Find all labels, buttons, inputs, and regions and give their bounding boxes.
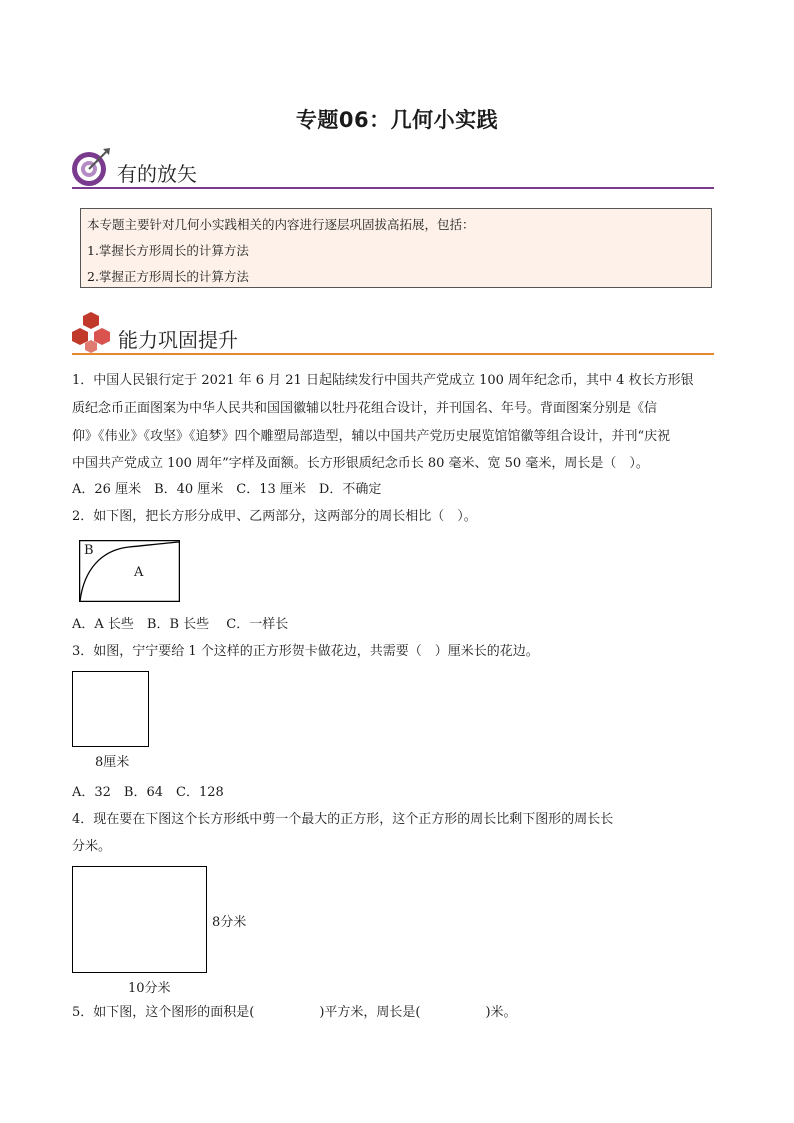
q3-square-figure bbox=[72, 671, 149, 747]
section-divider bbox=[72, 353, 714, 355]
question-4-line: 分米。 bbox=[72, 839, 112, 854]
intro-item: 2.掌握正方形周长的计算方法 bbox=[87, 269, 249, 284]
q4-rectangle-figure bbox=[72, 866, 207, 973]
q3-side-label: 8厘米 bbox=[95, 755, 130, 770]
question-4-line: 4．现在要在下图这个长方形纸中剪一个最大的正方形，这个正方形的周长比剩下图形的周长长 bbox=[72, 812, 614, 827]
intro-item: 1.掌握长方形周长的计算方法 bbox=[87, 243, 249, 258]
q4-height-label: 8分米 bbox=[212, 915, 247, 930]
target-icon bbox=[70, 146, 112, 188]
hexagon-molecule-icon bbox=[68, 310, 114, 356]
intro-lead: 本专题主要针对几何小实践相关的内容进行逐层巩固拔高拓展，包括： bbox=[87, 217, 475, 232]
question-1-line: 中国共产党成立 100 周年”字样及面额。长方形银质纪念币长 80 毫米、宽 50 毫米，周长是（ ）。 bbox=[72, 456, 649, 471]
q4-width-label: 10分米 bbox=[128, 981, 171, 996]
question-1-line: 质纪念币正面图案为中华人民共和国国徽辅以牡丹花组合设计，并刊国名、年号。背面图案分别是《信 bbox=[72, 401, 658, 416]
page-title: 专题06：几何小实践 bbox=[295, 108, 499, 132]
q2-rectangle-figure bbox=[79, 540, 180, 602]
question-3-options: A．32 B．64 C．128 bbox=[72, 785, 224, 800]
question-3-text: 3．如图，宁宁要给 1 个这样的正方形贺卡做花边，共需要（ ）厘米长的花边。 bbox=[72, 644, 539, 659]
intro-box bbox=[80, 208, 712, 288]
question-1-line: 仰》《伟业》《攻坚》《追梦》四个雕塑局部造型，辅以中国共产党历史展览馆馆徽等组合设计，并刊“庆祝 bbox=[72, 429, 671, 444]
question-5-text: 5．如下图，这个图形的面积是( )平方米，周长是( )米。 bbox=[72, 1005, 517, 1020]
question-2-options: A．A 长些 B．B 长些 C．一样长 bbox=[72, 617, 289, 632]
question-1-options: A．26 厘米 B．40 厘米 C．13 厘米 D．不确定 bbox=[72, 482, 382, 497]
section-divider bbox=[72, 187, 714, 189]
figure-label-b: B bbox=[84, 543, 94, 558]
section-title-goals: 有的放矢 bbox=[117, 162, 197, 186]
figure-label-a: A bbox=[134, 565, 144, 580]
question-1-line: 1．中国人民银行定于 2021 年 6 月 21 日起陆续发行中国共产党成立 100 周年纪念币，其中 4 枚长方形银 bbox=[72, 373, 694, 388]
question-2-text: 2．如下图，把长方形分成甲、乙两部分，这两部分的周长相比（ ）。 bbox=[72, 509, 477, 524]
section-title-practice: 能力巩固提升 bbox=[118, 328, 238, 352]
